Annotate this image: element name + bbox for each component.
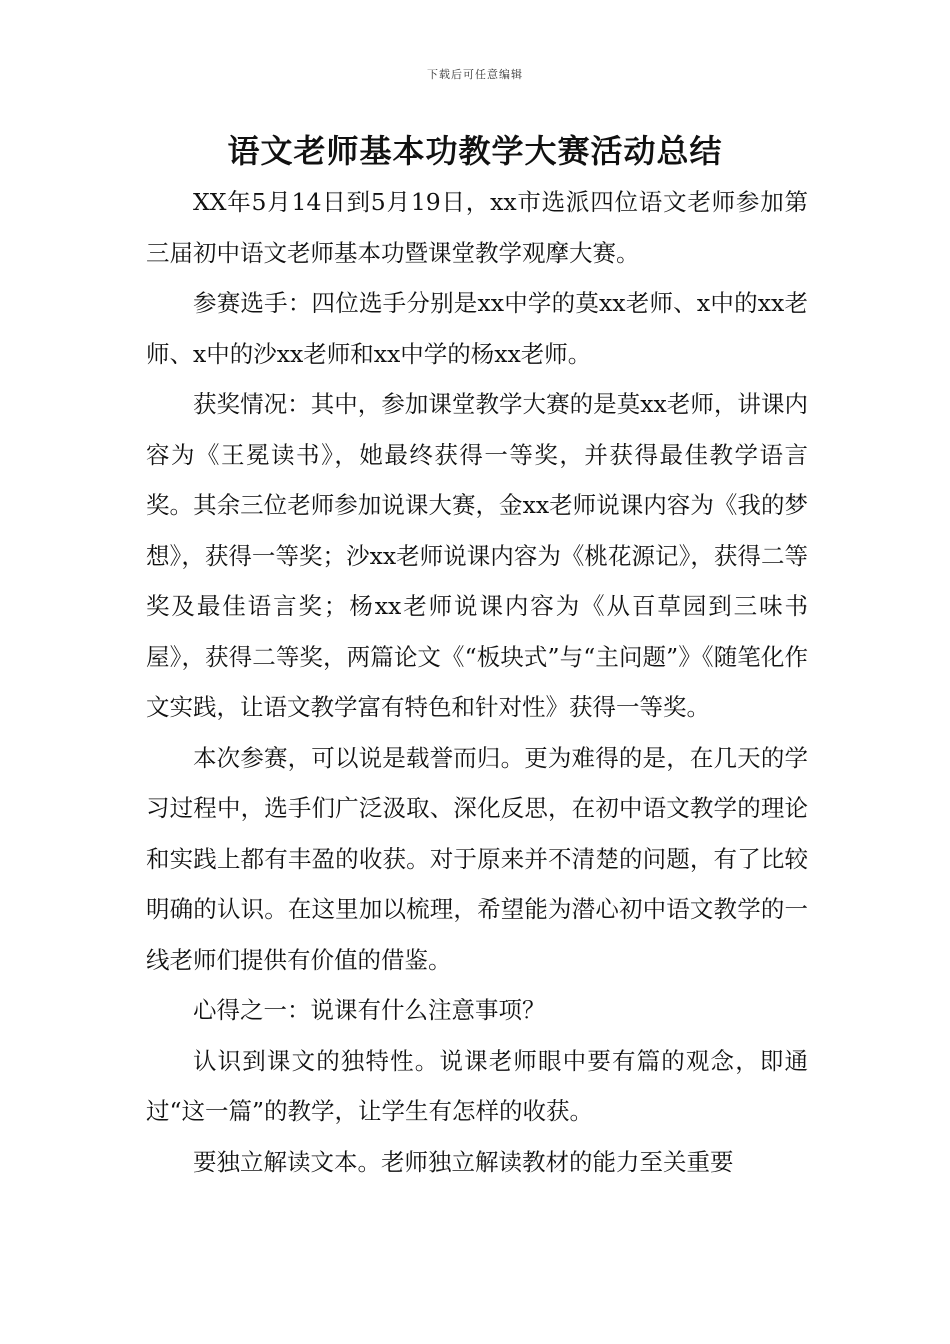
document-title: 语文老师基本功教学大赛活动总结 [227, 132, 723, 170]
paragraph-insight-one: 认识到课文的独特性。说课老师眼中要有篇的观念，即通过“这一篇”的教学，让学生有怎样的收获。 [146, 1046, 808, 1125]
paragraph-insight-heading: 心得之一：说课有什么注意事项？ [193, 996, 546, 1024]
paragraph-contestants: 参赛选手：四位选手分别是xx中学的莫xx老师、x中的xx老师、x中的沙xx老师和xx中学的杨xx老师。 [146, 289, 808, 368]
paragraph-insight-two: 要独立解读文本。老师独立解读教材的能力至关重要 [193, 1147, 734, 1176]
header-note: 下载后可任意编辑 [427, 68, 523, 81]
paragraph-dates: XX年5月14日到5月19日，xx市选派四位语文老师参加第三届初中语文老师基本功暨课堂教学观摩大赛。 [146, 188, 808, 267]
paragraph-reflection: 本次参赛，可以说是载誉而归。更为难得的是，在几天的学习过程中，选手们广泛汲取、深化反思，在初中语文教学的理论和实践上都有丰盈的收获。对于原来并不清楚的问题，有了比较明确的认识。在这里加以梳理，希望能为潜心初中语文教学的一线老师们提供有价值的借鉴。 [146, 743, 808, 974]
paragraph-awards: 获奖情况：其中，参加课堂教学大赛的是莫xx老师，讲课内容为《王冕读书》，她最终获得一等奖，并获得最佳教学语言奖。其余三位老师参加说课大赛，金xx老师说课内容为《我的梦想》，获得一等奖；沙xx老师说课内容为《桃花源记》，获得二等奖及最佳语言奖；杨xx老师说课内容为《从百草园到三味书屋》，获得二等奖，两篇论文《“板块式”与“主问题”》《随笔化作文实践，让语文教学富有特色和针对性》获得一等奖。 [146, 390, 808, 721]
document-body [146, 177, 808, 1187]
